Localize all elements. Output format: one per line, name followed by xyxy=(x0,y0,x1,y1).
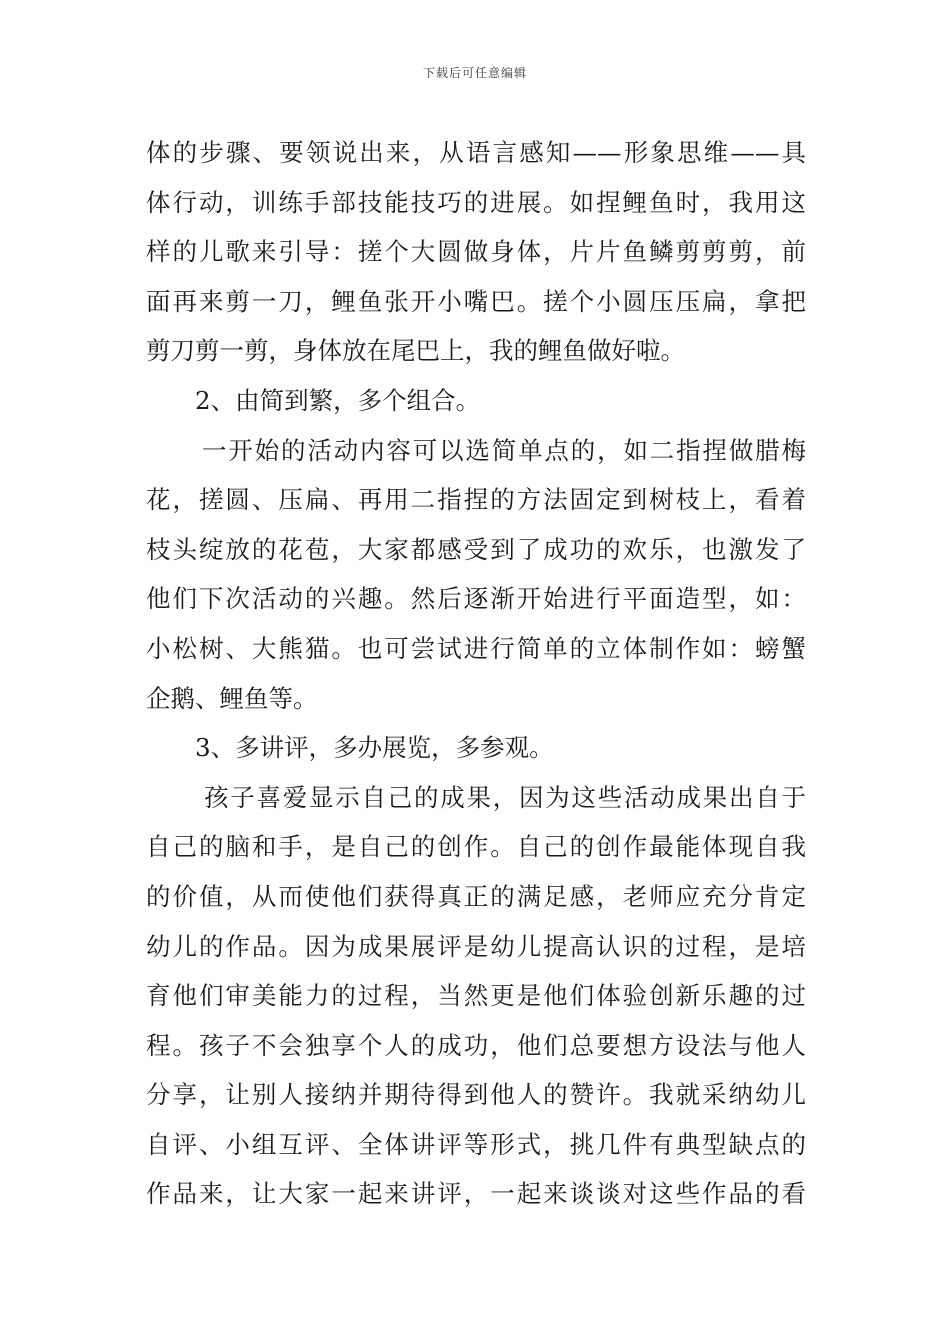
text-line: 样的儿歌来引导：搓个大圆做身体，片片鱼鳞剪剪剪，前 xyxy=(146,237,806,267)
text-line: 小松树、大熊猫。也可尝试进行简单的立体制作如：螃蟹 xyxy=(146,633,806,663)
paragraph-first-line: 一开始的活动内容可以选简单点的，如二指捏做腊梅 xyxy=(202,435,806,465)
text-line: 企鹅、鲤鱼等。 xyxy=(146,683,318,713)
section-heading: 3、多讲评，多办展览，多参观。 xyxy=(195,733,554,763)
text-line: 花，搓圆、压扁、再用二指捏的方法固定到树枝上，看着 xyxy=(146,485,806,515)
text-line: 育他们审美能力的过程，当然更是他们体验创新乐趣的过 xyxy=(146,981,806,1011)
page-header: 下载后可任意编辑 xyxy=(422,66,527,80)
text-line: 分享，让别人接纳并期待得到他人的赞许。我就采纳幼儿 xyxy=(146,1080,806,1110)
text-line: 程。孩子不会独享个人的成功，他们总要想方设法与他人 xyxy=(146,1030,806,1060)
text-line: 面再来剪一刀，鲤鱼张开小嘴巴。搓个小圆压压扁，拿把 xyxy=(146,286,806,316)
text-line: 体行动，训练手部技能技巧的进展。如捏鲤鱼时，我用这 xyxy=(146,187,806,217)
text-line: 剪刀剪一剪，身体放在尾巴上，我的鲤鱼做好啦。 xyxy=(146,336,685,366)
section-heading: 2、由简到繁，多个组合。 xyxy=(195,385,481,415)
text-line: 的价值，从而使他们获得真正的满足感，老师应充分肯定 xyxy=(146,881,806,911)
text-line: 自评、小组互评、全体讲评等形式，挑几件有典型缺点的 xyxy=(146,1129,806,1159)
text-line: 自己的脑和手，是自己的创作。自己的创作最能体现自我 xyxy=(146,832,806,862)
text-line: 体的步骤、要领说出来，从语言感知——形象思维——具 xyxy=(146,138,806,167)
paragraph-first-line: 孩子喜爱显示自己的成果，因为这些活动成果出自于 xyxy=(204,782,806,812)
text-line: 作品来，让大家一起来讲评，一起来谈谈对这些作品的看 xyxy=(146,1179,806,1209)
document-body xyxy=(146,128,806,1219)
text-line: 枝头绽放的花苞，大家都感受到了成功的欢乐，也激发了 xyxy=(146,534,806,564)
text-line: 他们下次活动的兴趣。然后逐渐开始进行平面造型，如： xyxy=(146,584,806,614)
text-line: 幼儿的作品。因为成果展评是幼儿提高认识的过程，是培 xyxy=(146,931,806,961)
